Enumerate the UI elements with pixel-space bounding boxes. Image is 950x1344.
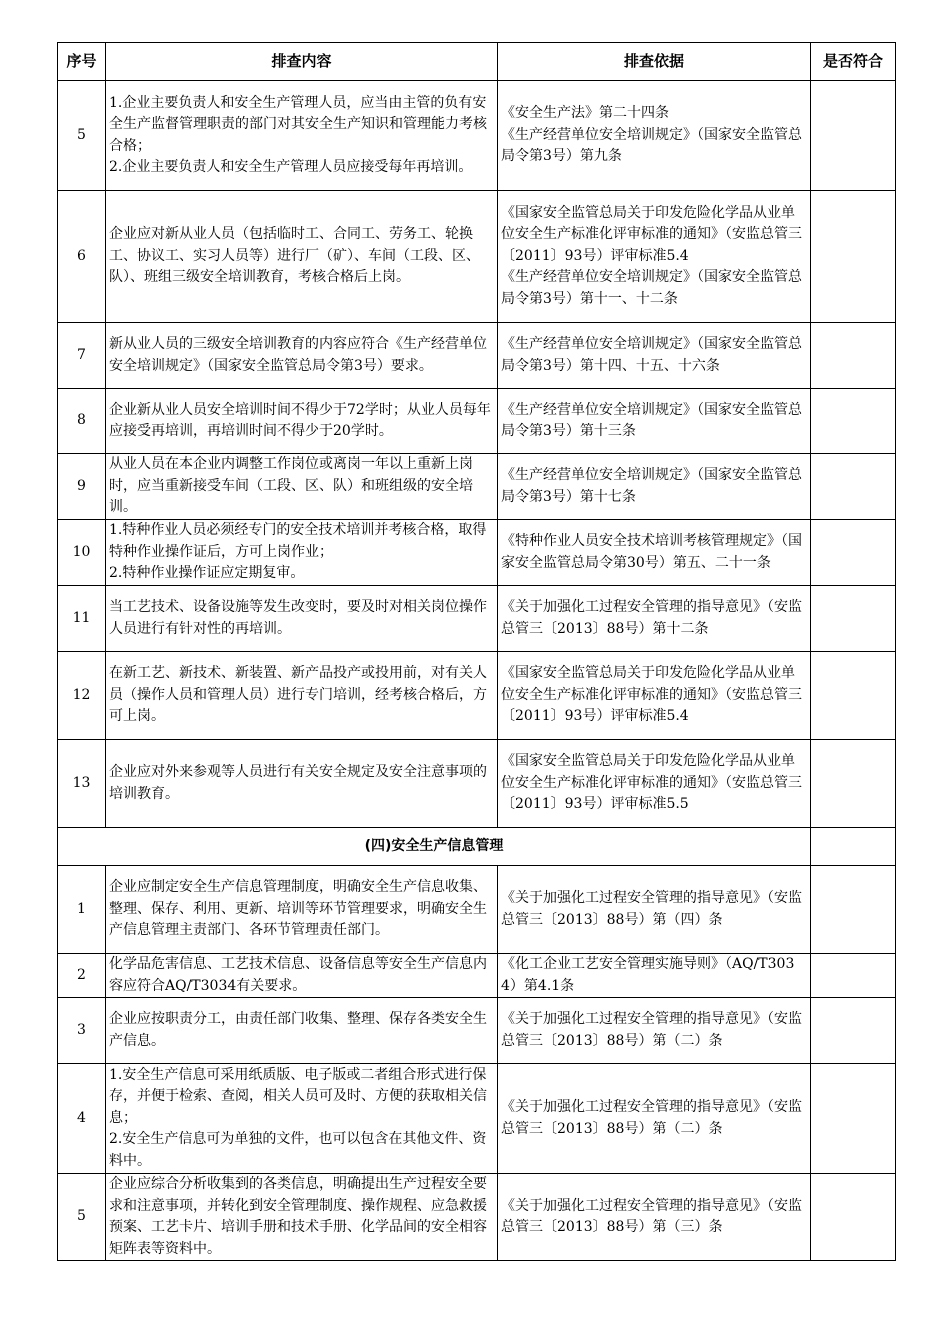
row-basis: 《关于加强化工过程安全管理的指导意见》（安监总管三〔2013〕88号）第（二）条 [498, 1064, 811, 1174]
row-content: 企业应制定安全生产信息管理制度，明确安全生产信息收集、整理、保存、利用、更新、培训等环节管理要求，明确安全生产信息管理主责部门、各环节管理责任部门。 [106, 866, 498, 954]
row-number: 8 [58, 389, 106, 454]
row-number: 5 [58, 81, 106, 191]
row-result[interactable] [811, 389, 896, 454]
row-basis: 《安全生产法》第二十四条 《生产经营单位安全培训规定》（国家安全监管总局令第3号）第九条 [498, 81, 811, 191]
row-result[interactable] [811, 191, 896, 323]
row-number: 9 [58, 454, 106, 520]
row-number: 2 [58, 954, 106, 998]
row-content: 1.特种作业人员必须经专门的安全技术培训并考核合格，取得特种作业操作证后，方可上岗作业； 2.特种作业操作证应定期复审。 [106, 520, 498, 586]
row-number: 5 [58, 1174, 106, 1261]
row-content: 在新工艺、新技术、新装置、新产品投产或投用前，对有关人员（操作人员和管理人员）进行专门培训，经考核合格后，方可上岗。 [106, 652, 498, 740]
row-basis: 《国家安全监管总局关于印发危险化学品从业单位安全生产标准化评审标准的通知》（安监总管三〔2011〕93号）评审标准5.4 《生产经营单位安全培训规定》（国家安全监管总局令第3号）第十一、十二条 [498, 191, 811, 323]
row-content: 企业新从业人员安全培训时间不得少于72学时；从业人员每年应接受再培训，再培训时间不得少于20学时。 [106, 389, 498, 454]
inspection-table [57, 42, 896, 1261]
header-basis: 排查依据 [498, 43, 811, 81]
table-row [58, 323, 896, 389]
row-content: 新从业人员的三级安全培训教育的内容应符合《生产经营单位安全培训规定》（国家安全监管总局令第3号）要求。 [106, 323, 498, 389]
row-result[interactable] [811, 866, 896, 954]
row-content: 企业应对新从业人员（包括临时工、合同工、劳务工、轮换工、协议工、实习人员等）进行厂（矿）、车间（工段、区、队）、班组三级安全培训教育，考核合格后上岗。 [106, 191, 498, 323]
row-result[interactable] [811, 954, 896, 998]
table-row [58, 81, 896, 191]
header-content: 排查内容 [106, 43, 498, 81]
row-basis: 《关于加强化工过程安全管理的指导意见》（安监总管三〔2013〕88号）第十二条 [498, 586, 811, 652]
row-number: 7 [58, 323, 106, 389]
row-basis: 《关于加强化工过程安全管理的指导意见》（安监总管三〔2013〕88号）第（二）条 [498, 998, 811, 1064]
table-row [58, 520, 896, 586]
row-result[interactable] [811, 1064, 896, 1174]
row-basis: 《生产经营单位安全培训规定》（国家安全监管总局令第3号）第十四、十五、十六条 [498, 323, 811, 389]
table-header-row [58, 43, 896, 81]
header-no: 序号 [58, 43, 106, 81]
row-number: 11 [58, 586, 106, 652]
row-basis: 《特种作业人员安全技术培训考核管理规定》（国家安全监管总局令第30号）第五、二十一条 [498, 520, 811, 586]
row-result[interactable] [811, 454, 896, 520]
row-content: 当工艺技术、设备设施等发生改变时，要及时对相关岗位操作人员进行有针对性的再培训。 [106, 586, 498, 652]
row-number: 12 [58, 652, 106, 740]
row-basis: 《关于加强化工过程安全管理的指导意见》（安监总管三〔2013〕88号）第（三）条 [498, 1174, 811, 1261]
row-content: 企业应按职责分工，由责任部门收集、整理、保存各类安全生产信息。 [106, 998, 498, 1064]
section-row [58, 828, 896, 866]
row-content: 从业人员在本企业内调整工作岗位或离岗一年以上重新上岗时，应当重新接受车间（工段、区、队）和班组级的安全培训。 [106, 454, 498, 520]
section-title: (四)安全生产信息管理 [58, 828, 811, 866]
table-row [58, 191, 896, 323]
row-basis: 《国家安全监管总局关于印发危险化学品从业单位安全生产标准化评审标准的通知》（安监总管三〔2011〕93号）评审标准5.5 [498, 740, 811, 828]
row-content: 1.安全生产信息可采用纸质版、电子版或二者组合形式进行保存，并便于检索、查阅，相关人员可及时、方便的获取相关信息； 2.安全生产信息可为单独的文件，也可以包含在其他文件、资料中。 [106, 1064, 498, 1174]
row-result[interactable] [811, 81, 896, 191]
table-row [58, 954, 896, 998]
section-result [811, 828, 896, 866]
row-result[interactable] [811, 586, 896, 652]
table-row [58, 454, 896, 520]
row-result[interactable] [811, 740, 896, 828]
header-result: 是否符合 [811, 43, 896, 81]
row-content: 化学品危害信息、工艺技术信息、设备信息等安全生产信息内容应符合AQ/T3034有关要求。 [106, 954, 498, 998]
row-basis: 《生产经营单位安全培训规定》（国家安全监管总局令第3号）第十三条 [498, 389, 811, 454]
table-row [58, 389, 896, 454]
table-row [58, 1064, 896, 1174]
row-number: 10 [58, 520, 106, 586]
row-content: 企业应综合分析收集到的各类信息，明确提出生产过程安全要求和注意事项，并转化到安全管理制度、操作规程、应急救援预案、工艺卡片、培训手册和技术手册、化学品间的安全相容矩阵表等资料中。 [106, 1174, 498, 1261]
table-row [58, 866, 896, 954]
table-row [58, 740, 896, 828]
row-content: 1.企业主要负责人和安全生产管理人员，应当由主管的负有安全生产监督管理职责的部门对其安全生产知识和管理能力考核合格； 2.企业主要负责人和安全生产管理人员应接受每年再培训。 [106, 81, 498, 191]
row-content: 企业应对外来参观等人员进行有关安全规定及安全注意事项的培训教育。 [106, 740, 498, 828]
row-basis: 《关于加强化工过程安全管理的指导意见》（安监总管三〔2013〕88号）第（四）条 [498, 866, 811, 954]
row-number: 6 [58, 191, 106, 323]
row-result[interactable] [811, 652, 896, 740]
row-basis: 《国家安全监管总局关于印发危险化学品从业单位安全生产标准化评审标准的通知》（安监总管三〔2011〕93号）评审标准5.4 [498, 652, 811, 740]
row-result[interactable] [811, 1174, 896, 1261]
row-basis: 《生产经营单位安全培训规定》（国家安全监管总局令第3号）第十七条 [498, 454, 811, 520]
table-row [58, 652, 896, 740]
row-number: 3 [58, 998, 106, 1064]
row-number: 4 [58, 1064, 106, 1174]
row-basis: 《化工企业工艺安全管理实施导则》（AQ/T3034）第4.1条 [498, 954, 811, 998]
row-result[interactable] [811, 998, 896, 1064]
table-row [58, 998, 896, 1064]
row-number: 13 [58, 740, 106, 828]
row-number: 1 [58, 866, 106, 954]
row-result[interactable] [811, 520, 896, 586]
row-result[interactable] [811, 323, 896, 389]
table-row [58, 1174, 896, 1261]
table-row [58, 586, 896, 652]
